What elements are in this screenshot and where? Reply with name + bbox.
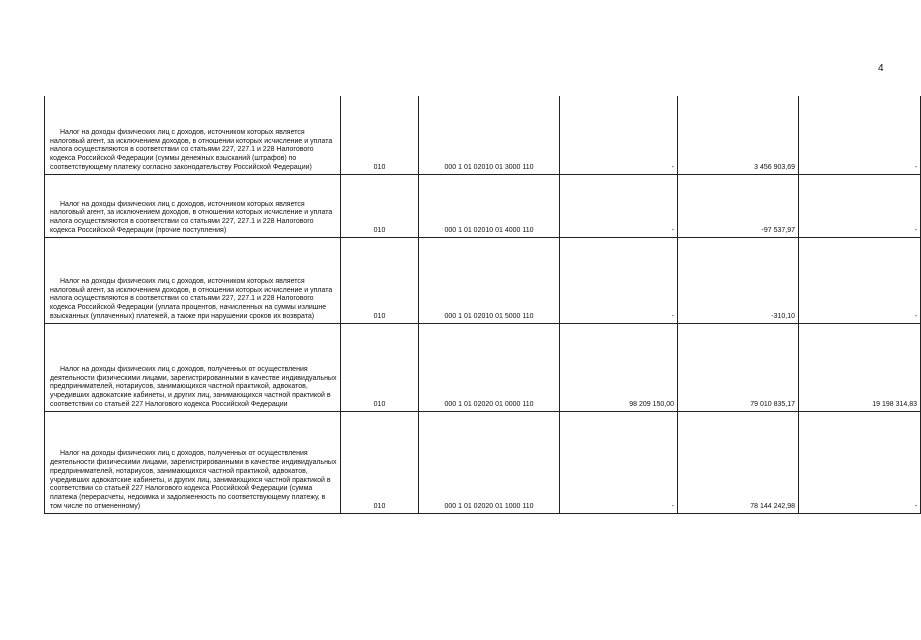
executed-cell: 79 010 835,17 xyxy=(678,323,799,411)
table-row xyxy=(45,237,921,323)
plan-cell: - xyxy=(560,96,678,174)
executed-cell: 78 144 242,98 xyxy=(678,411,799,513)
line-code-cell: 010 xyxy=(341,96,419,174)
plan-cell: - xyxy=(560,411,678,513)
revenue-table xyxy=(44,96,921,514)
budget-code-cell: 000 1 01 02010 01 4000 110 xyxy=(419,174,560,237)
table-row xyxy=(45,96,921,174)
line-code-cell: 010 xyxy=(341,174,419,237)
plan-cell: - xyxy=(560,237,678,323)
plan-cell: - xyxy=(560,174,678,237)
row-name: Налог на доходы физических лиц с доходов, полученных от осуществления деятельности физическими лицами, зарегистрированными в качестве индивидуальных предпринимателей, нотариусов, занимающихся частной практикой, адвокатов, учредивших адвокатские кабинеты, и других лиц, занимающихся частной практикой в соответствии со статьей 227 Налогового кодекса Российской Федерации xyxy=(50,365,337,408)
row-name-cell xyxy=(45,323,341,411)
executed-cell: -97 537,97 xyxy=(678,174,799,237)
executed-cell: 3 456 903,69 xyxy=(678,96,799,174)
remainder-cell: - xyxy=(799,174,921,237)
row-name-cell xyxy=(45,174,341,237)
budget-code-cell: 000 1 01 02020 01 1000 110 xyxy=(419,411,560,513)
table-row xyxy=(45,411,921,513)
row-name-cell xyxy=(45,237,341,323)
remainder-cell: - xyxy=(799,237,921,323)
row-name-cell xyxy=(45,96,341,174)
row-name-cell xyxy=(45,411,341,513)
line-code-cell: 010 xyxy=(341,323,419,411)
budget-code-cell: 000 1 01 02010 01 3000 110 xyxy=(419,96,560,174)
table-row xyxy=(45,323,921,411)
line-code-cell: 010 xyxy=(341,411,419,513)
remainder-cell: 19 198 314,83 xyxy=(799,323,921,411)
remainder-cell: - xyxy=(799,96,921,174)
table-row xyxy=(45,174,921,237)
budget-code-cell: 000 1 01 02010 01 5000 110 xyxy=(419,237,560,323)
row-name: Налог на доходы физических лиц с доходов, источником которых является налоговый агент, за исключением доходов, в отношении которых исчисление и уплата налога осуществляются в соответствии со статьями 227, 227.1 и 228 Налогового кодекса Российской Федерации (прочие поступления) xyxy=(50,200,333,234)
line-code-cell: 010 xyxy=(341,237,419,323)
executed-cell: -310,10 xyxy=(678,237,799,323)
plan-cell: 98 209 150,00 xyxy=(560,323,678,411)
budget-code-cell: 000 1 01 02020 01 0000 110 xyxy=(419,323,560,411)
page-number: 4 xyxy=(878,63,884,74)
row-name: Налог на доходы физических лиц с доходов, источником которых является налоговый агент, за исключением доходов, в отношении которых исчисление и уплата налога осуществляются в соответствии со статьями 227, 227.1 и 228 Налогового кодекса Российской Федерации (суммы денежных взысканий (штрафов) по соответствующему платежу согласно законодательству Российской Федерации) xyxy=(50,128,333,171)
remainder-cell: - xyxy=(799,411,921,513)
row-name: Налог на доходы физических лиц с доходов, источником которых является налоговый агент, за исключением доходов, в отношении которых исчисление и уплата налога осуществляются в соответствии со статьями 227, 227.1 и 228 Налогового кодекса Российской Федерации (уплата процентов, начисленных на суммы излишне взысканных (уплаченных) платежей, а также при нарушении сроков их возврата) xyxy=(50,277,333,320)
row-name: Налог на доходы физических лиц с доходов, полученных от осуществления деятельности физическими лицами, зарегистрированными в качестве индивидуальных предпринимателей, нотариусов, занимающихся частной практикой, адвокатов, учредивших адвокатские кабинеты, и других лиц, занимающихся частной практикой в соответствии со статьей 227 Налогового кодекса Российской Федерации (сумма платежа (перерасчеты, недоимка и задолженность по соответствующему платежу, в том числе по отмененному) xyxy=(50,450,337,510)
